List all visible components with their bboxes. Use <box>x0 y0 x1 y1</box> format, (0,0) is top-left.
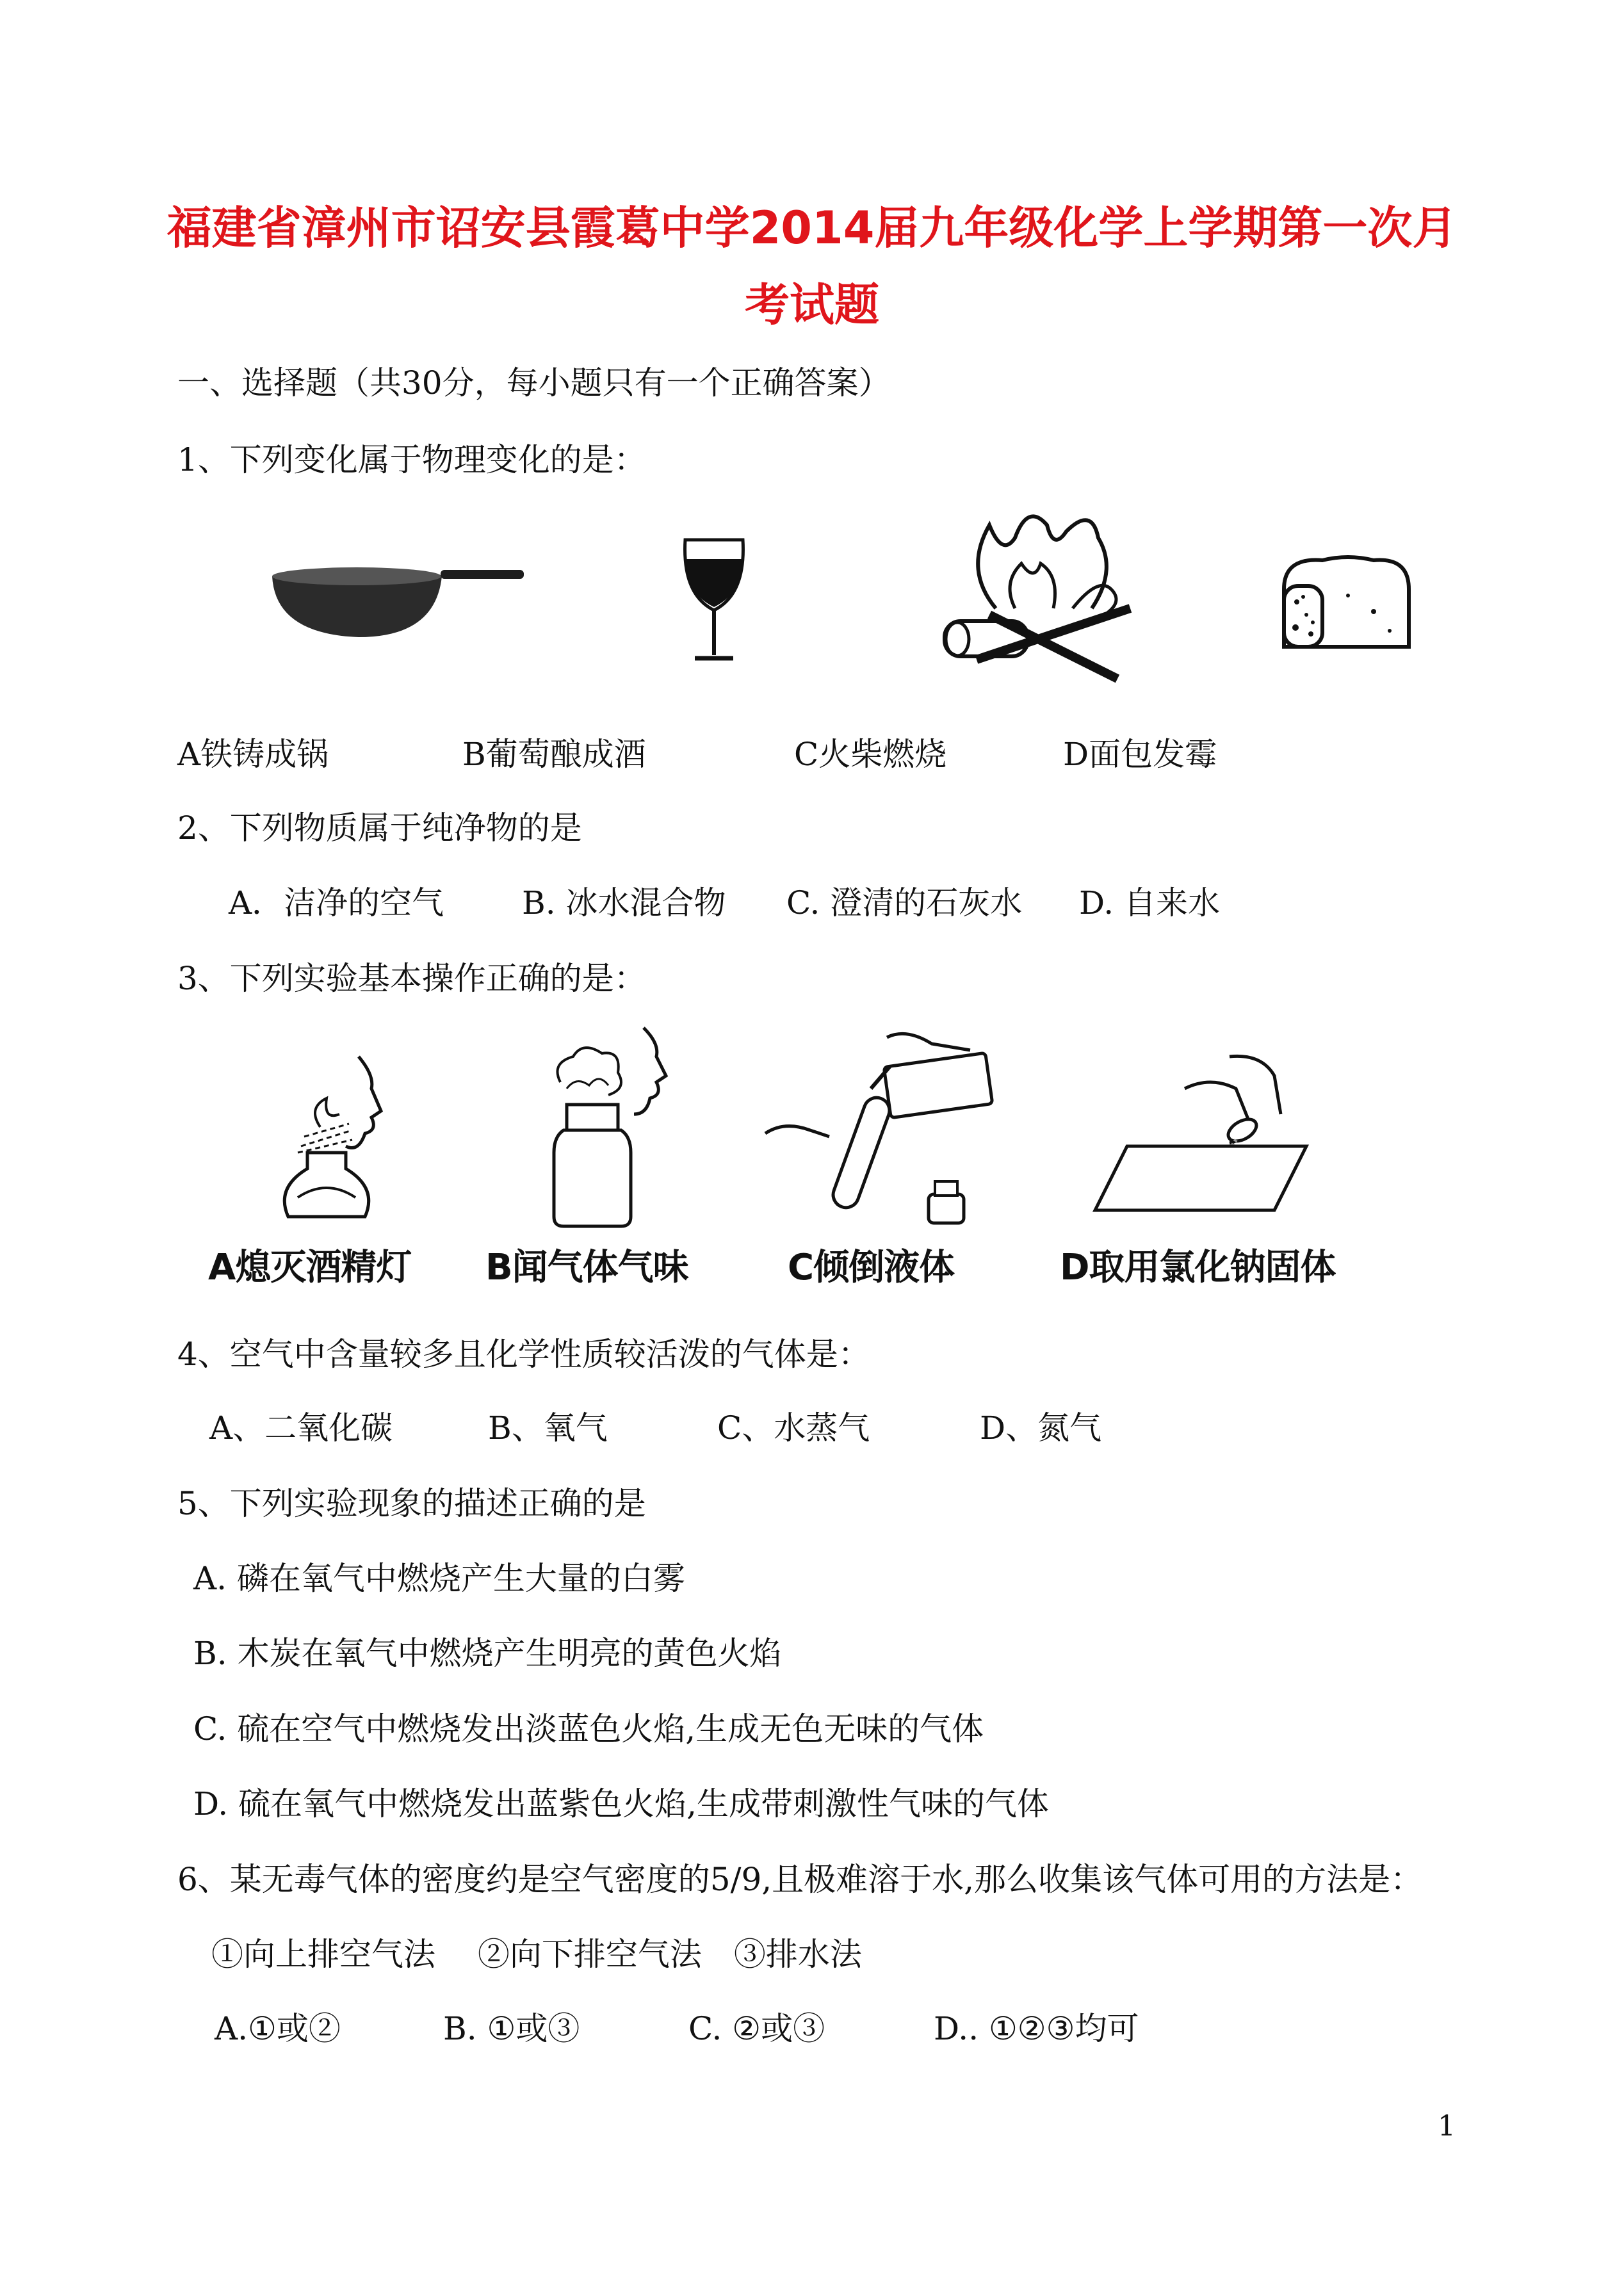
q6-option-d: D.. ①②③均可 <box>934 2010 1139 2047</box>
burning-fire-image <box>938 499 1143 692</box>
q3-option-d: D取用氯化钠固体 <box>1060 1247 1336 1288</box>
q5-option-a: A. 磷在氧气中燃烧产生大量的白雾 <box>193 1560 685 1597</box>
take-solid-image <box>1089 1050 1319 1217</box>
q1-option-d: D面包发霉 <box>1063 736 1217 773</box>
question-1-stem: 1、下列变化属于物理变化的是： <box>177 441 646 478</box>
q2-option-d: D. 自来水 <box>1079 884 1221 921</box>
section-heading: 一、选择题（共30分，每小题只有一个正确答案） <box>177 364 891 401</box>
q1-option-c: C火柴燃烧 <box>794 736 947 773</box>
question-5-stem: 5、下列实验现象的描述正确的是 <box>177 1485 646 1522</box>
q2-option-a: A．洁净的空气 <box>229 884 444 921</box>
q3-option-a: A熄灭酒精灯 <box>208 1247 412 1288</box>
q3-option-c: C倾倒液体 <box>788 1247 955 1288</box>
question-2-stem: 2、下列物质属于纯净物的是 <box>177 809 582 847</box>
q4-option-c: C、水蒸气 <box>717 1409 870 1447</box>
q6-option-c: C. ②或③ <box>688 2010 825 2047</box>
q5-option-b: B. 木炭在氧气中燃烧产生明亮的黄色火焰 <box>193 1635 782 1672</box>
q2-option-c: C. 澄清的石灰水 <box>786 884 1023 921</box>
q4-option-a: A、二氧化碳 <box>209 1409 393 1447</box>
q1-option-a: A铁铸成锅 <box>177 736 329 773</box>
wine-glass-image <box>679 537 749 665</box>
q6-option-a: A.①或② <box>215 2010 341 2047</box>
page-title-continued: 考试题 <box>745 279 879 331</box>
smell-gas-image <box>538 1025 698 1229</box>
page-title: 福建省漳州市诏安县霞葛中学2014届九年级化学上学期第一次月 <box>166 202 1458 254</box>
question-3-stem: 3、下列实验基本操作正确的是： <box>177 960 646 997</box>
q5-option-d: D. 硫在氧气中燃烧发出蓝紫色火焰,生成带刺激性气味的气体 <box>193 1785 1049 1822</box>
q6-option-b: B. ①或③ <box>443 2010 580 2047</box>
q5-option-c: C. 硫在空气中燃烧发出淡蓝色火焰,生成无色无味的气体 <box>193 1710 984 1748</box>
q4-option-d: D、氮气 <box>980 1409 1102 1447</box>
q6-methods: ①向上排空气法 ②向下排空气法 ③排水法 <box>211 1936 862 1973</box>
pour-liquid-image <box>759 1025 1015 1229</box>
q4-option-b: B、氧气 <box>488 1409 608 1447</box>
extinguish-lamp-image <box>263 1050 429 1223</box>
moldy-bread-image <box>1271 551 1418 660</box>
question-4-stem: 4、空气中含量较多且化学性质较活泼的气体是： <box>177 1336 870 1373</box>
q2-option-b: B. 冰水混合物 <box>522 884 726 921</box>
frying-pan-image <box>269 551 525 647</box>
page-number: 1 <box>1438 2110 1456 2143</box>
question-6-stem: 6、某无毒气体的密度约是空气密度的5/9,且极难溶于水,那么收集该气体可用的方法是： <box>177 1861 1423 1898</box>
q3-option-b: B闻气体气味 <box>485 1247 688 1288</box>
q1-option-b: B葡萄酿成酒 <box>462 736 646 773</box>
